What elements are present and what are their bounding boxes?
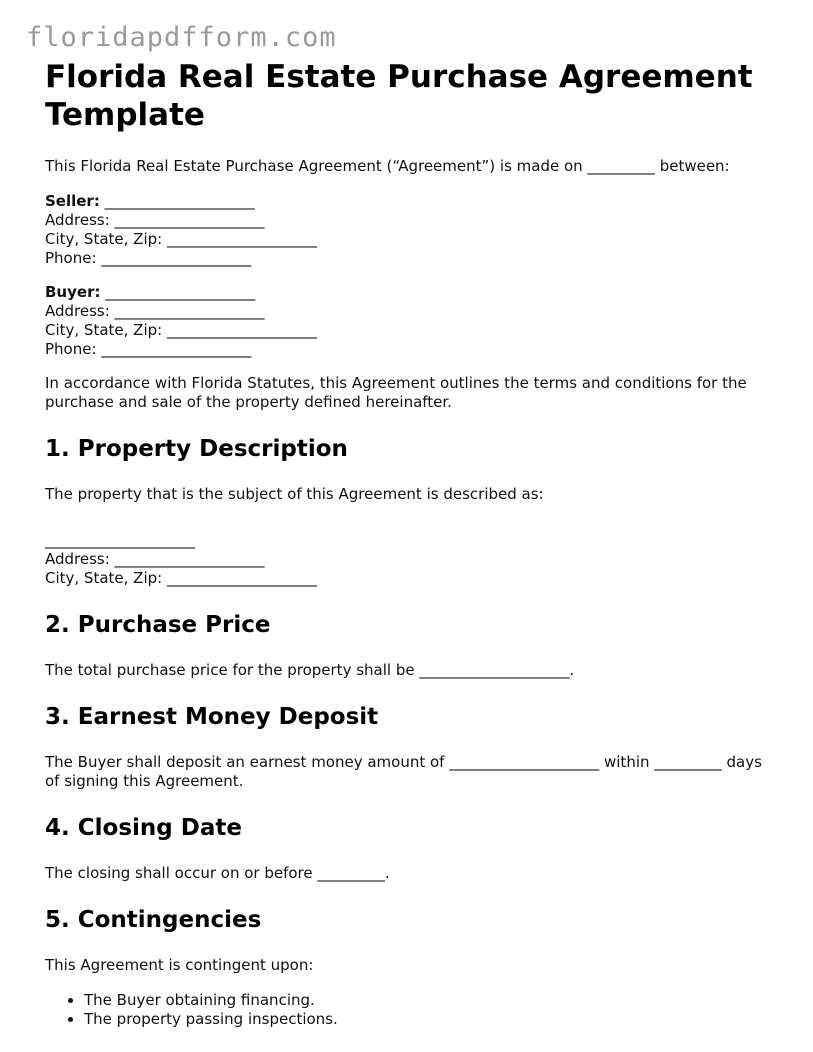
closing-text: The closing shall occur on or before _________. bbox=[45, 864, 390, 882]
seller-line bbox=[45, 192, 775, 211]
property-text: The property that is the subject of this Agreement is described as: bbox=[45, 485, 544, 503]
intro-paragraph: This Florida Real Estate Purchase Agreement (“Agreement”) is made on _________ between: bbox=[45, 157, 730, 175]
property-address[interactable]: Address: ____________________ bbox=[45, 550, 265, 568]
list-item: • The Buyer obtaining financing. bbox=[84, 991, 775, 1010]
property-block bbox=[45, 531, 775, 588]
contingencies-text: This Agreement is contingent upon: bbox=[45, 956, 314, 974]
section-heading-closing: 4. Closing Date bbox=[45, 815, 242, 841]
buyer-city-state-zip[interactable]: City, State, Zip: ____________________ bbox=[45, 321, 317, 339]
property-city-state-zip[interactable]: City, State, Zip: ____________________ bbox=[45, 569, 317, 587]
section-heading-property: 1. Property Description bbox=[45, 436, 348, 462]
seller-address[interactable]: Address: ____________________ bbox=[45, 211, 265, 229]
deposit-text: The Buyer shall deposit an earnest money amount of ____________________ within _________ days of signing this Agreement. bbox=[45, 753, 762, 790]
buyer-label: Buyer: bbox=[45, 283, 101, 301]
property-description-blank[interactable]: ____________________ bbox=[45, 531, 195, 549]
seller-city-state-zip[interactable]: City, State, Zip: ____________________ bbox=[45, 230, 317, 248]
price-text: The total purchase price for the property shall be ____________________. bbox=[45, 661, 575, 679]
seller-block bbox=[45, 192, 775, 268]
seller-name-blank[interactable]: ____________________ bbox=[99, 192, 255, 210]
buyer-phone[interactable]: Phone: ____________________ bbox=[45, 340, 252, 358]
watermark: floridapdfform.com bbox=[26, 22, 337, 53]
section-heading-price: 2. Purchase Price bbox=[45, 612, 271, 638]
list-item: • The property passing inspections. bbox=[84, 1010, 775, 1029]
document-page bbox=[45, 58, 775, 1029]
document-title: Florida Real Estate Purchase Agreement Template bbox=[45, 59, 753, 133]
section-heading-deposit: 3. Earnest Money Deposit bbox=[45, 704, 379, 730]
section-heading-contingencies: 5. Contingencies bbox=[45, 907, 262, 933]
buyer-block bbox=[45, 283, 775, 359]
buyer-line bbox=[45, 283, 775, 302]
seller-phone[interactable]: Phone: ____________________ bbox=[45, 249, 252, 267]
seller-label: Seller: bbox=[45, 192, 100, 210]
accordance-paragraph: In accordance with Florida Statutes, this Agreement outlines the terms and conditions for the purchase and sale of the property defined hereinafter. bbox=[45, 374, 747, 411]
buyer-address[interactable]: Address: ____________________ bbox=[45, 302, 265, 320]
contingencies-list bbox=[45, 991, 775, 1029]
buyer-name-blank[interactable]: ____________________ bbox=[100, 283, 256, 301]
